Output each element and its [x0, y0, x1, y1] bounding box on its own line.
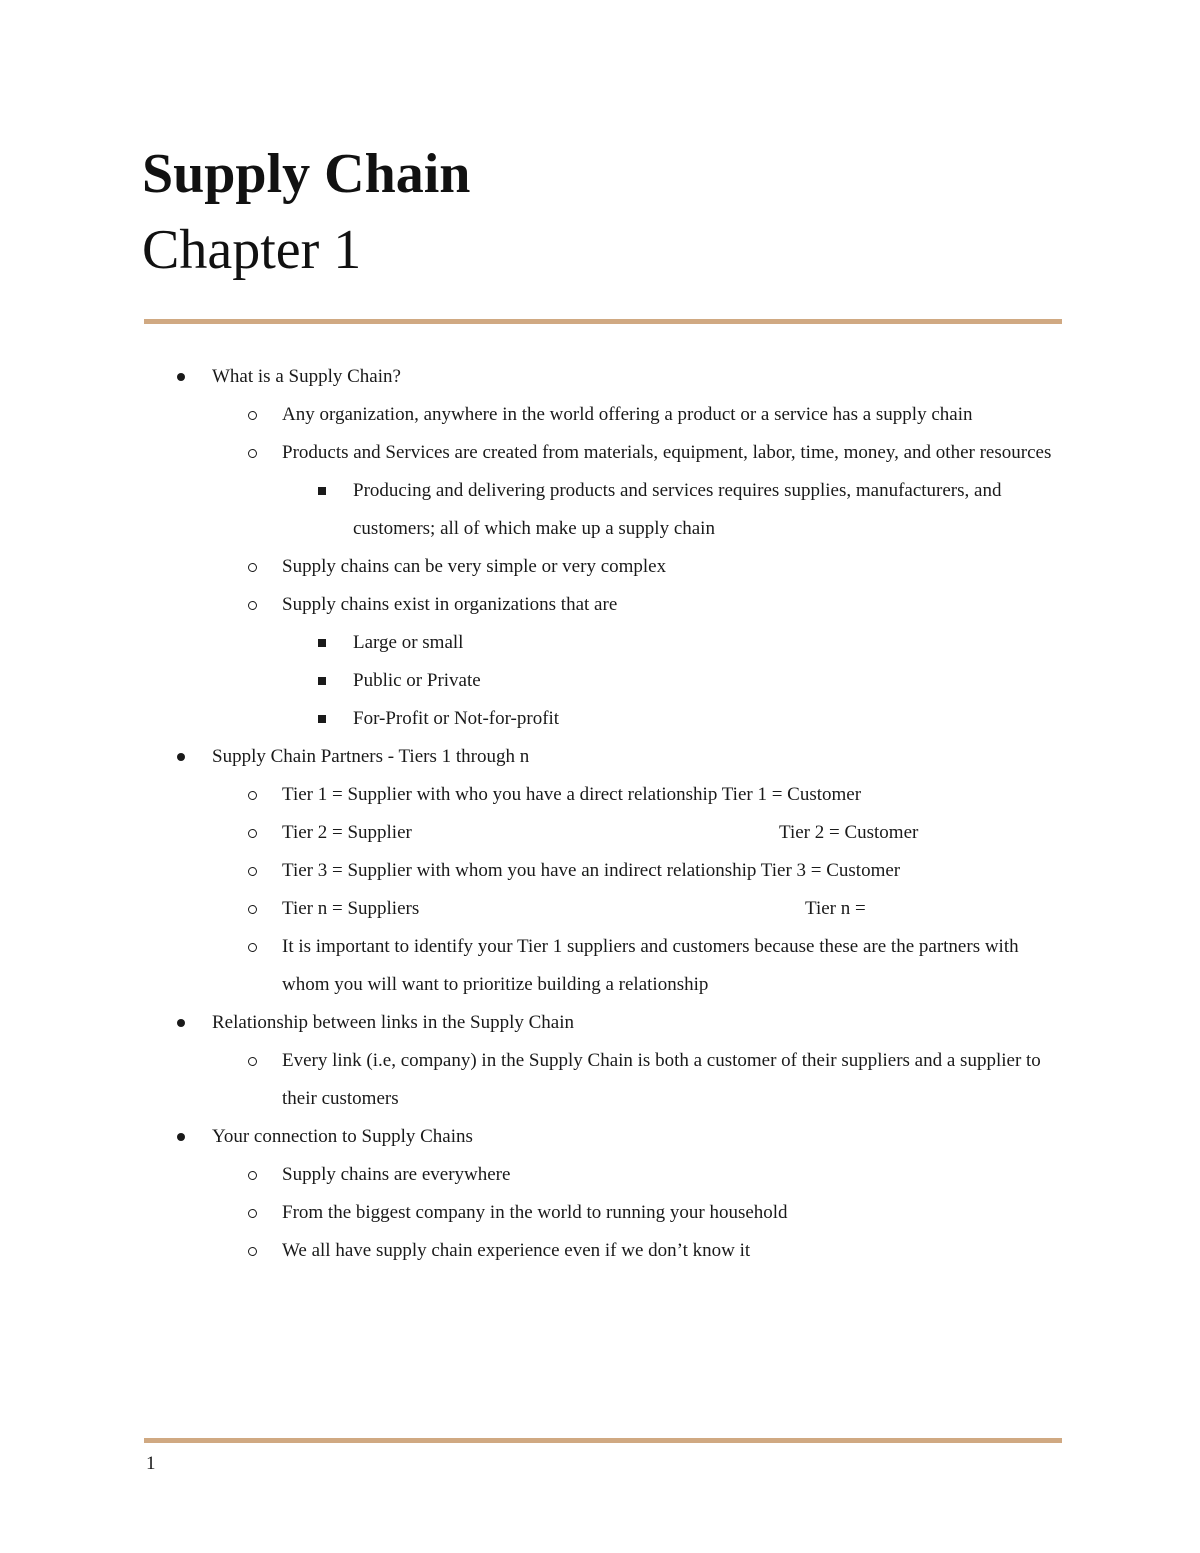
list-item-text: Relationship between links in the Supply Chain [212, 1012, 575, 1033]
list-item [0, 358, 1052, 396]
bullet-circle-icon [248, 548, 257, 586]
list-item-text: Products and Services are created from materials, equipment, labor, time, money, and other resources [282, 442, 1052, 463]
list-item-text: From the biggest company in the world to running your household [282, 1202, 788, 1223]
list-item-text: Large or small [353, 632, 464, 653]
list-item-customer-text: Tier 2 = Customer [779, 822, 919, 843]
list-item-text: Supply chains are everywhere [282, 1164, 511, 1185]
list-item-text: We all have supply chain experience even if we don’t know it [282, 1240, 751, 1261]
list-item [0, 814, 1052, 852]
bullet-square-icon [318, 700, 326, 738]
page-number: 1 [146, 1453, 156, 1474]
list-item-text: Tier 2 = Supplier [282, 822, 412, 843]
bullet-square-icon [318, 662, 326, 700]
list-item [0, 700, 1053, 738]
list-item [0, 548, 1052, 586]
bullet-dot-icon [177, 1004, 185, 1042]
list-item [0, 1042, 1052, 1118]
list-item [0, 928, 1052, 1004]
bullet-circle-icon [248, 776, 257, 814]
bullet-circle-icon [248, 814, 257, 852]
header-divider [144, 319, 1062, 324]
bullet-dot-icon [177, 358, 185, 396]
list-item [0, 1156, 1052, 1194]
list-item-text: For-Profit or Not-for-profit [353, 708, 560, 729]
list-item-text: Supply Chain Partners - Tiers 1 through n [212, 746, 530, 767]
bullet-circle-icon [248, 890, 257, 928]
list-item [0, 472, 1053, 548]
bullet-circle-icon [248, 434, 257, 472]
page-subtitle: Chapter 1 [142, 219, 362, 281]
bullet-square-icon [318, 624, 326, 662]
list-item [0, 890, 1052, 928]
list-item-text: Every link (i.e, company) in the Supply Chain is both a customer of their suppliers and a supplier to their customers [282, 1050, 1041, 1109]
list-item [0, 1118, 1052, 1156]
list-item [0, 624, 1053, 662]
list-item-text: Your connection to Supply Chains [212, 1126, 473, 1147]
page-title: Supply Chain [142, 143, 471, 205]
bullet-circle-icon [248, 852, 257, 890]
list-item-customer-text: Tier n = [805, 898, 866, 919]
list-item [0, 586, 1052, 624]
list-item-text: Producing and delivering products and services requires supplies, manufacturers, and customers; all of which make up a supply chain [353, 480, 1002, 539]
list-item [0, 396, 1052, 434]
list-item-text: Tier 1 = Supplier with who you have a direct relationship Tier 1 = Customer [282, 784, 862, 805]
list-item-text: It is important to identify your Tier 1 suppliers and customers because these are the partners with whom you will want to prioritize building a relationship [282, 936, 1019, 995]
bullet-circle-icon [248, 1042, 257, 1080]
bullet-circle-icon [248, 396, 257, 434]
list-item [0, 1232, 1052, 1270]
footer-divider [144, 1438, 1062, 1443]
list-item-text: Public or Private [353, 670, 481, 691]
list-item-text: What is a Supply Chain? [212, 366, 401, 387]
outline-list [0, 358, 1200, 1270]
bullet-dot-icon [177, 1118, 185, 1156]
bullet-circle-icon [248, 928, 257, 966]
list-item [0, 776, 1052, 814]
bullet-circle-icon [248, 1232, 257, 1270]
bullet-circle-icon [248, 1194, 257, 1232]
list-item-text: Tier n = Suppliers [282, 898, 420, 919]
list-item [0, 662, 1053, 700]
list-item [0, 738, 1052, 776]
list-item [0, 434, 1052, 472]
bullet-circle-icon [248, 1156, 257, 1194]
list-item [0, 1194, 1052, 1232]
list-item-text: Any organization, anywhere in the world offering a product or a service has a supply chain [282, 404, 973, 425]
bullet-dot-icon [177, 738, 185, 776]
list-item [0, 852, 1052, 890]
list-item-text: Tier 3 = Supplier with whom you have an indirect relationship Tier 3 = Customer [282, 860, 901, 881]
list-item-text: Supply chains can be very simple or very complex [282, 556, 667, 577]
list-item [0, 1004, 1052, 1042]
bullet-circle-icon [248, 586, 257, 624]
list-item-text: Supply chains exist in organizations that are [282, 594, 618, 615]
bullet-square-icon [318, 472, 326, 510]
